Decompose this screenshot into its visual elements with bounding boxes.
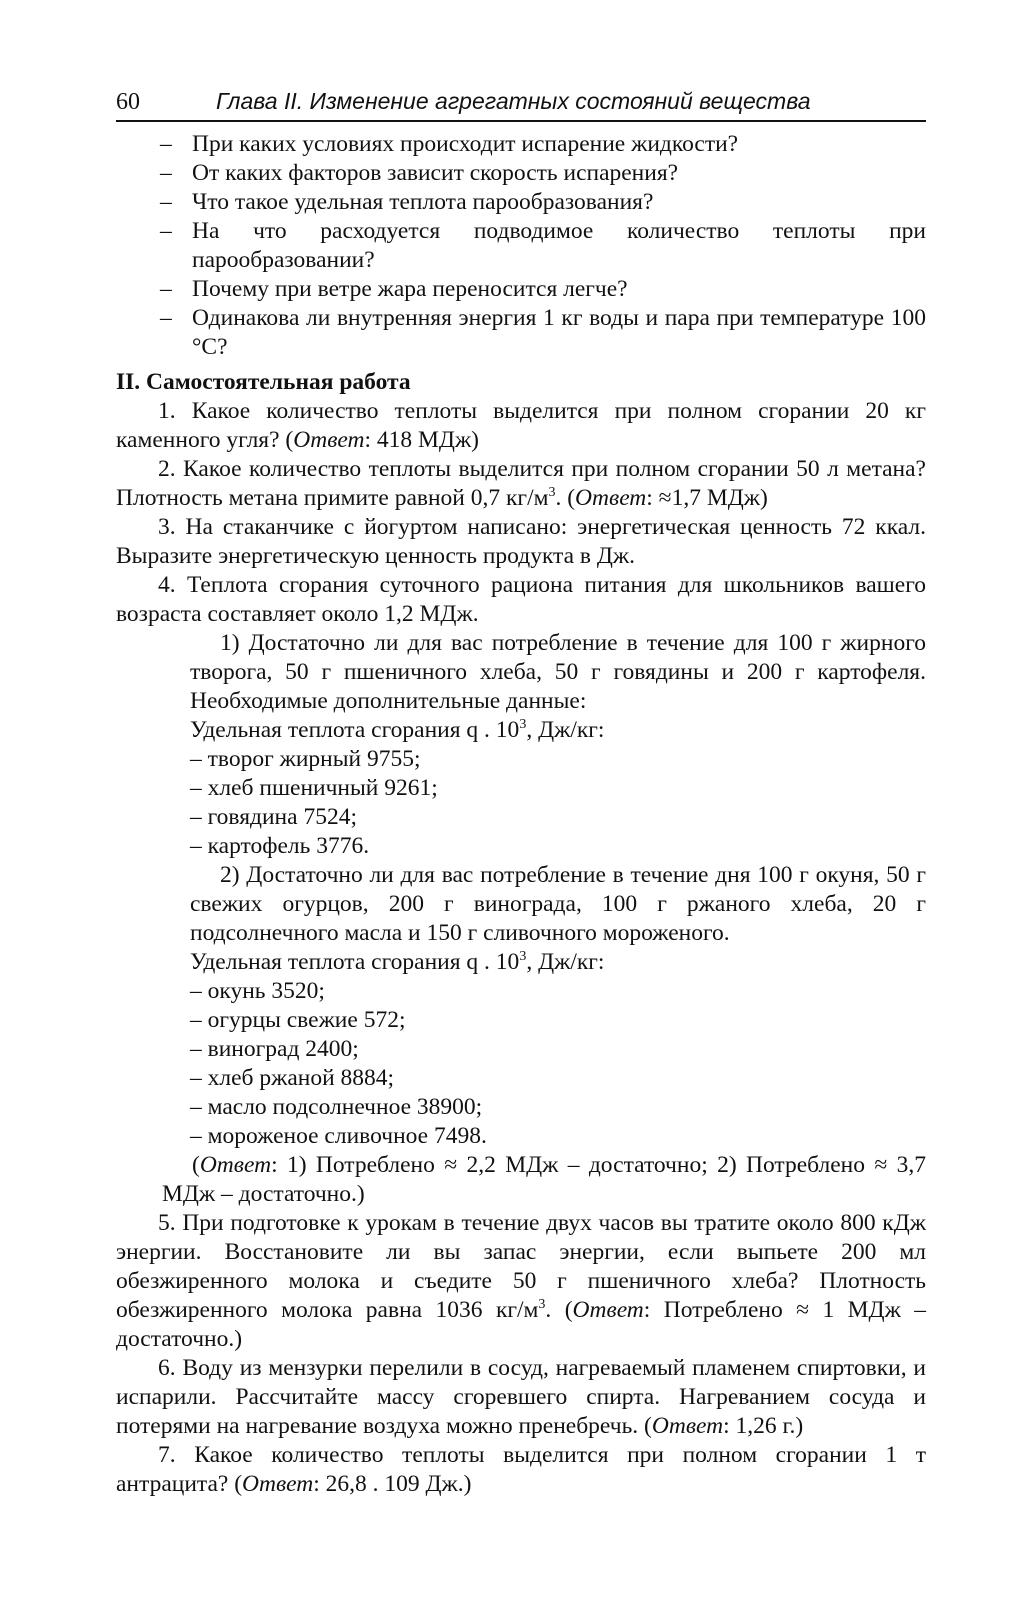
food-item: – виноград 2400; [190, 1036, 359, 1062]
answer-value: : 1) Потреблено ≈ 2,2 МДж – достаточно; 2) Потреблено ≈ 3,7 МДж – достаточно.) [162, 1152, 926, 1207]
answer-label: Ответ [572, 1297, 644, 1323]
task-2 [116, 455, 926, 513]
list-item: – От каких факторов зависит скорость испарения? [116, 159, 926, 188]
superscript: 3 [519, 949, 527, 965]
task-text: 1. Какое количество теплоты выделится при полном сгорании 20 кг каменного угля? ( [116, 398, 926, 453]
section-title: II. Самостоятельная работа [116, 369, 411, 395]
answer-label: Ответ [651, 1413, 724, 1439]
list-item: – При каких условиях происходит испарение жидкости? [116, 130, 926, 159]
subtask-text: 1) Достаточно ли для вас потребление в течение для 100 г жирного творога, 50 г пшеничного хлеба, 50 г говядины и 200 г картофеля. Необходимые дополнительные данные: [190, 630, 926, 714]
food-item: – масло подсолнечное 38900; [190, 1094, 483, 1120]
answer-value: : 26,8 . 109 Дж.) [313, 1471, 472, 1497]
food-item: – творог жирный 9755; [190, 746, 421, 772]
food-item: – огурцы свежие 572; [190, 1007, 406, 1033]
task-4: 4. Теплота сгорания суточного рациона питания для школьников вашего возраста составляет около 1,2 МДж. [116, 572, 926, 627]
page-number: 60 [116, 89, 140, 115]
food-item: – мороженое сливочное 7498. [190, 1123, 487, 1149]
task-text: 7. Какое количество теплоты выделится при полном сгорании 1 т антрацита? ( [116, 1442, 926, 1497]
task-1 [116, 397, 926, 455]
food-item: – хлеб ржаной 8884; [190, 1065, 395, 1091]
answer-label: Ответ [199, 1152, 272, 1178]
answer-label: Ответ [293, 427, 365, 453]
subtask-text: 2) Достаточно ли для вас потребление в течение дня 100 г окуня, 50 г свежих огурцов, 200 г винограда, 100 г ржаного хлеба, 20 г подсолнечного масла и 150 г сливочного мороженого. [190, 862, 926, 946]
task-7 [116, 1441, 926, 1499]
list-item: – На что расходуется подводимое количество теплоты при парообразовании? [116, 217, 926, 275]
task-3: 3. На стаканчике с йогуртом написано: энергетическая ценность 72 ккал. Выразите энергетическую ценность продукта в Дж. [116, 514, 926, 569]
food-table-header [190, 716, 926, 745]
header-text: Удельная теплота сгорания q . 10 [190, 949, 520, 975]
answer-value: : 418 МДж) [364, 427, 480, 453]
food-item: – картофель 3776. [190, 833, 370, 859]
task-text-mid: . ( [545, 1297, 573, 1323]
superscript: 3 [538, 1297, 546, 1313]
superscript: 3 [548, 485, 556, 501]
task-6 [116, 1354, 926, 1441]
task-4-part-1 [116, 629, 926, 1151]
page-header [116, 88, 926, 122]
food-item: – хлеб пшеничный 9261; [190, 775, 438, 801]
answer-label: Ответ [575, 485, 647, 511]
task-text: 6. Воду из мензурки перелили в сосуд, нагреваемый пламенем спиртовки, и испарили. Рассчитайте массу сгоревшего спирта. Нагреванием сосуда и потерями на нагревание воздуха можно пренебречь. ( [116, 1355, 926, 1439]
answer-open: ( [192, 1152, 200, 1178]
answer-value: : ≈1,7 МДж) [646, 485, 768, 511]
answer-value: : 1,26 г.) [723, 1413, 804, 1439]
answer-value: : Потреблено ≈ 1 МДж – достаточно.) [116, 1297, 927, 1352]
question-list [116, 130, 926, 362]
superscript: 3 [519, 717, 527, 733]
answer-label: Ответ [242, 1471, 314, 1497]
header-end: , Дж/кг: [526, 717, 605, 743]
header-end: , Дж/кг: [526, 949, 605, 975]
list-item: – Что такое удельная теплота парообразования? [116, 188, 926, 217]
list-item: – Почему при ветре жара переносится легче? [116, 275, 926, 304]
task-text: 5. При подготовке к урокам в течение двух часов вы тратите около 800 кДж энергии. Восстановите ли вы запас энергии, если выпьете 200 мл обезжиренного молока и съедите 50 г пшеничного хлеба? Плотность обезжиренного молока равна 1036 кг/м [116, 1210, 926, 1323]
chapter-title: Глава II. Изменение агрегатных состояний вещества [216, 88, 811, 114]
food-item: – окунь 3520; [190, 978, 325, 1004]
task-4-answer [116, 1151, 926, 1209]
list-item: – Одинакова ли внутренняя энергия 1 кг воды и пара при температуре 100 °С? [116, 304, 926, 362]
task-5 [116, 1209, 926, 1354]
task-text: 2. Какое количество теплоты выделится при полном сгорании 50 л метана? Плотность метана примите равной 0,7 кг/м [116, 456, 926, 511]
food-table-header [190, 948, 926, 977]
page-body [116, 130, 926, 1499]
header-text: Удельная теплота сгорания q . 10 [190, 717, 520, 743]
food-item: – говядина 7524; [190, 804, 357, 830]
page [116, 88, 926, 1499]
task-text-mid: . ( [555, 485, 576, 511]
